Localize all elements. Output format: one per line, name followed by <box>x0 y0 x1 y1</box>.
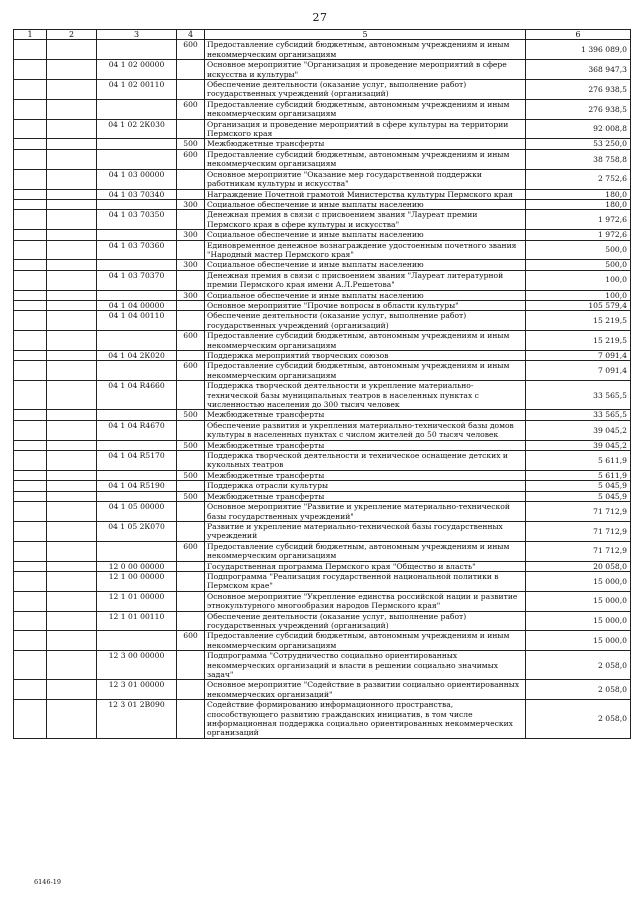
cell-col-2 <box>47 420 97 440</box>
cell-name: Межбюджетные трансферты <box>205 470 526 480</box>
cell-amount: 1 972,6 <box>526 210 631 230</box>
table-row <box>14 119 631 139</box>
cell-col-2 <box>47 410 97 420</box>
cell-target-article <box>97 40 177 60</box>
cell-col-2 <box>47 210 97 230</box>
cell-expense-type <box>177 240 205 260</box>
table-row <box>14 541 631 561</box>
header-col-4: 4 <box>177 30 205 40</box>
table-row <box>14 631 631 651</box>
cell-name: Организация и проведение мероприятий в сфере культуры на территории Пермского края <box>205 119 526 139</box>
cell-expense-type: 500 <box>177 139 205 149</box>
cell-col-1 <box>14 481 47 491</box>
cell-name: Социальное обеспечение и иные выплаты населению <box>205 230 526 240</box>
cell-name: Межбюджетные трансферты <box>205 440 526 450</box>
cell-col-1 <box>14 80 47 100</box>
cell-amount: 15 000,0 <box>526 611 631 631</box>
cell-target-article: 04 1 03 70360 <box>97 240 177 260</box>
cell-expense-type: 300 <box>177 230 205 240</box>
table-row <box>14 199 631 209</box>
cell-name: Основное мероприятие "Укрепление единства российской нации и развитие этнокультурного многообразия народов Пермского края" <box>205 591 526 611</box>
cell-col-1 <box>14 240 47 260</box>
cell-amount: 2 058,0 <box>526 700 631 739</box>
cell-expense-type: 600 <box>177 541 205 561</box>
cell-amount: 20 058,0 <box>526 561 631 571</box>
cell-col-1 <box>14 149 47 169</box>
table-row <box>14 331 631 351</box>
cell-amount: 276 938,5 <box>526 80 631 100</box>
cell-amount: 39 045,2 <box>526 440 631 450</box>
cell-expense-type: 300 <box>177 199 205 209</box>
cell-amount: 5 045,9 <box>526 491 631 501</box>
cell-col-1 <box>14 99 47 119</box>
cell-col-1 <box>14 381 47 410</box>
cell-col-1 <box>14 420 47 440</box>
cell-name: Основное мероприятие "Развитие и укрепление материально-технической базы государственных учреждений" <box>205 502 526 522</box>
cell-col-2 <box>47 40 97 60</box>
table-row <box>14 260 631 270</box>
table-row <box>14 700 631 739</box>
cell-name: Основное мероприятие "Прочие вопросы в области культуры" <box>205 300 526 310</box>
cell-col-2 <box>47 451 97 471</box>
cell-col-2 <box>47 470 97 480</box>
cell-col-2 <box>47 571 97 591</box>
cell-col-2 <box>47 381 97 410</box>
cell-expense-type: 600 <box>177 361 205 381</box>
cell-expense-type <box>177 680 205 700</box>
cell-name: Обеспечение деятельности (оказание услуг, выполнение работ) государственных учреждений (организаций) <box>205 80 526 100</box>
cell-col-1 <box>14 361 47 381</box>
table-row <box>14 420 631 440</box>
cell-col-1 <box>14 591 47 611</box>
cell-col-2 <box>47 311 97 331</box>
cell-target-article <box>97 260 177 270</box>
cell-target-article <box>97 139 177 149</box>
cell-target-article: 12 1 01 00000 <box>97 591 177 611</box>
cell-name: Межбюджетные трансферты <box>205 139 526 149</box>
cell-name: Предоставление субсидий бюджетным, автономным учреждениям и иным некоммерческим организациям <box>205 631 526 651</box>
cell-col-2 <box>47 149 97 169</box>
table-row <box>14 440 631 450</box>
cell-target-article <box>97 199 177 209</box>
cell-amount: 180,0 <box>526 199 631 209</box>
cell-col-2 <box>47 189 97 199</box>
cell-target-article <box>97 440 177 450</box>
cell-name: Предоставление субсидий бюджетным, автономным учреждениям и иным некоммерческим организациям <box>205 40 526 60</box>
cell-col-1 <box>14 290 47 300</box>
cell-col-1 <box>14 470 47 480</box>
cell-amount: 5 611,9 <box>526 470 631 480</box>
table-row <box>14 169 631 189</box>
cell-col-2 <box>47 591 97 611</box>
page-number: 27 <box>312 11 328 24</box>
cell-col-2 <box>47 541 97 561</box>
cell-name: Содействие формированию информационного пространства, способствующего развитию гражданских инициатив, в том числе информационная поддержка социально ориентированных некоммерческих организаций <box>205 700 526 739</box>
cell-name: Единовременное денежное вознаграждение удостоенным почетного звания "Народный мастер Пермского края" <box>205 240 526 260</box>
cell-col-2 <box>47 351 97 361</box>
cell-col-2 <box>47 169 97 189</box>
cell-expense-type <box>177 571 205 591</box>
cell-name: Социальное обеспечение и иные выплаты населению <box>205 199 526 209</box>
cell-target-article: 04 1 03 70370 <box>97 270 177 290</box>
cell-target-article: 04 1 03 70350 <box>97 210 177 230</box>
cell-amount: 15 000,0 <box>526 631 631 651</box>
cell-expense-type <box>177 521 205 541</box>
cell-expense-type <box>177 270 205 290</box>
cell-amount: 500,0 <box>526 240 631 260</box>
budget-table-container <box>13 29 630 739</box>
cell-expense-type <box>177 119 205 139</box>
cell-amount: 5 045,9 <box>526 481 631 491</box>
cell-name: Основное мероприятие "Содействие в развитии социально ориентированных некоммерческих организаций" <box>205 680 526 700</box>
cell-name: Предоставление субсидий бюджетным, автономным учреждениям и иным некоммерческим организациям <box>205 361 526 381</box>
cell-target-article: 12 0 00 00000 <box>97 561 177 571</box>
cell-col-1 <box>14 651 47 680</box>
table-row <box>14 521 631 541</box>
budget-table <box>13 29 631 739</box>
cell-col-1 <box>14 40 47 60</box>
table-row <box>14 189 631 199</box>
cell-col-1 <box>14 561 47 571</box>
cell-col-2 <box>47 521 97 541</box>
cell-target-article <box>97 541 177 561</box>
cell-col-1 <box>14 169 47 189</box>
cell-col-1 <box>14 260 47 270</box>
table-row <box>14 361 631 381</box>
cell-amount: 33 565,5 <box>526 381 631 410</box>
cell-name: Обеспечение деятельности (оказание услуг, выполнение работ) государственных учреждений (организаций) <box>205 611 526 631</box>
cell-expense-type: 300 <box>177 260 205 270</box>
cell-expense-type: 500 <box>177 410 205 420</box>
table-row <box>14 139 631 149</box>
cell-amount: 276 938,5 <box>526 99 631 119</box>
cell-amount: 100,0 <box>526 270 631 290</box>
cell-amount: 71 712,9 <box>526 521 631 541</box>
table-row <box>14 351 631 361</box>
cell-target-article: 04 1 04 00000 <box>97 300 177 310</box>
table-row <box>14 300 631 310</box>
cell-target-article: 12 1 01 00110 <box>97 611 177 631</box>
cell-expense-type <box>177 169 205 189</box>
cell-amount: 1 972,6 <box>526 230 631 240</box>
header-col-2: 2 <box>47 30 97 40</box>
table-row <box>14 410 631 420</box>
cell-target-article <box>97 491 177 501</box>
header-col-1: 1 <box>14 30 47 40</box>
cell-name: Подпрограмма "Реализация государственной национальной политики в Пермском крае" <box>205 571 526 591</box>
cell-expense-type <box>177 591 205 611</box>
cell-expense-type: 600 <box>177 149 205 169</box>
cell-col-1 <box>14 611 47 631</box>
table-row <box>14 481 631 491</box>
cell-col-2 <box>47 260 97 270</box>
cell-expense-type: 600 <box>177 331 205 351</box>
document-code: 6146-19 <box>34 878 62 886</box>
table-row <box>14 60 631 80</box>
table-row <box>14 270 631 290</box>
cell-col-1 <box>14 311 47 331</box>
cell-expense-type <box>177 651 205 680</box>
cell-name: Предоставление субсидий бюджетным, автономным учреждениям и иным некоммерческим организациям <box>205 99 526 119</box>
cell-amount: 5 611,9 <box>526 451 631 471</box>
cell-col-1 <box>14 491 47 501</box>
cell-target-article <box>97 149 177 169</box>
cell-amount: 38 758,8 <box>526 149 631 169</box>
cell-expense-type: 600 <box>177 40 205 60</box>
cell-amount: 2 752,6 <box>526 169 631 189</box>
cell-col-1 <box>14 189 47 199</box>
cell-expense-type <box>177 300 205 310</box>
table-row <box>14 210 631 230</box>
cell-name: Социальное обеспечение и иные выплаты населению <box>205 260 526 270</box>
cell-col-1 <box>14 60 47 80</box>
cell-name: Развитие и укрепление материально-технической базы государственных учреждений <box>205 521 526 541</box>
cell-expense-type <box>177 381 205 410</box>
cell-col-2 <box>47 199 97 209</box>
cell-target-article: 12 3 00 00000 <box>97 651 177 680</box>
table-row <box>14 230 631 240</box>
cell-col-2 <box>47 290 97 300</box>
cell-col-2 <box>47 502 97 522</box>
cell-expense-type: 500 <box>177 491 205 501</box>
cell-name: Подпрограмма "Сотрудничество социально ориентированных некоммерческих организаций и власти в решении социально значимых задач" <box>205 651 526 680</box>
table-row <box>14 611 631 631</box>
table-row <box>14 561 631 571</box>
cell-col-1 <box>14 199 47 209</box>
cell-target-article: 12 3 01 00000 <box>97 680 177 700</box>
cell-expense-type <box>177 561 205 571</box>
cell-name: Поддержка творческой деятельности и техническое оснащение детских и кукольных театров <box>205 451 526 471</box>
cell-name: Межбюджетные трансферты <box>205 491 526 501</box>
cell-col-1 <box>14 351 47 361</box>
cell-name: Государственная программа Пермского края "Общество и власть" <box>205 561 526 571</box>
table-row <box>14 40 631 60</box>
cell-col-2 <box>47 60 97 80</box>
table-row <box>14 290 631 300</box>
cell-target-article: 04 1 04 00110 <box>97 311 177 331</box>
table-row <box>14 680 631 700</box>
header-col-5: 5 <box>205 30 526 40</box>
cell-name: Поддержка творческой деятельности и укрепление материально-технической базы муниципальных театров в населенных пунктах с численностью населения до 300 тысяч человек <box>205 381 526 410</box>
cell-expense-type <box>177 80 205 100</box>
cell-amount: 7 091,4 <box>526 351 631 361</box>
cell-col-1 <box>14 541 47 561</box>
cell-target-article <box>97 290 177 300</box>
cell-expense-type: 600 <box>177 99 205 119</box>
cell-expense-type <box>177 481 205 491</box>
cell-name: Обеспечение развития и укрепления материально-технической базы домов культуры в населенных пунктах с числом жителей до 50 тысяч человек <box>205 420 526 440</box>
cell-name: Предоставление субсидий бюджетным, автономным учреждениям и иным некоммерческим организациям <box>205 149 526 169</box>
cell-expense-type: 500 <box>177 470 205 480</box>
cell-name: Награждение Почетной грамотой Министерства культуры Пермского края <box>205 189 526 199</box>
cell-amount: 15 219,5 <box>526 311 631 331</box>
cell-target-article: 04 1 02 00110 <box>97 80 177 100</box>
cell-col-2 <box>47 240 97 260</box>
cell-target-article: 04 1 03 70340 <box>97 189 177 199</box>
cell-expense-type <box>177 700 205 739</box>
cell-amount: 53 250,0 <box>526 139 631 149</box>
cell-target-article <box>97 99 177 119</box>
cell-amount: 7 091,4 <box>526 361 631 381</box>
cell-target-article: 04 1 04 R4660 <box>97 381 177 410</box>
cell-amount: 39 045,2 <box>526 420 631 440</box>
cell-target-article <box>97 410 177 420</box>
cell-expense-type <box>177 210 205 230</box>
table-row <box>14 311 631 331</box>
cell-amount: 2 058,0 <box>526 680 631 700</box>
cell-amount: 33 565,5 <box>526 410 631 420</box>
cell-name: Обеспечение деятельности (оказание услуг, выполнение работ) государственных учреждений (организаций) <box>205 311 526 331</box>
cell-target-article: 04 1 03 00000 <box>97 169 177 189</box>
cell-amount: 15 000,0 <box>526 591 631 611</box>
table-row <box>14 80 631 100</box>
cell-target-article: 04 1 04 2К020 <box>97 351 177 361</box>
cell-col-1 <box>14 521 47 541</box>
table-row <box>14 470 631 480</box>
table-row <box>14 571 631 591</box>
cell-target-article <box>97 331 177 351</box>
cell-target-article <box>97 230 177 240</box>
cell-target-article: 04 1 02 00000 <box>97 60 177 80</box>
cell-col-2 <box>47 270 97 290</box>
cell-col-1 <box>14 331 47 351</box>
cell-name: Денежная премия в связи с присвоением звания "Лауреат премии Пермского края в сфере культуры и искусства" <box>205 210 526 230</box>
table-row <box>14 240 631 260</box>
cell-col-2 <box>47 230 97 240</box>
cell-amount: 15 219,5 <box>526 331 631 351</box>
cell-target-article: 04 1 05 00000 <box>97 502 177 522</box>
cell-expense-type <box>177 451 205 471</box>
table-row <box>14 591 631 611</box>
cell-target-article: 12 3 01 2В090 <box>97 700 177 739</box>
cell-target-article: 12 1 00 00000 <box>97 571 177 591</box>
cell-name: Предоставление субсидий бюджетным, автономным учреждениям и иным некоммерческим организациям <box>205 331 526 351</box>
cell-target-article <box>97 361 177 381</box>
cell-col-1 <box>14 210 47 230</box>
cell-expense-type <box>177 189 205 199</box>
cell-name: Предоставление субсидий бюджетным, автономным учреждениям и иным некоммерческим организациям <box>205 541 526 561</box>
cell-expense-type <box>177 611 205 631</box>
cell-col-1 <box>14 680 47 700</box>
cell-col-2 <box>47 631 97 651</box>
cell-col-1 <box>14 571 47 591</box>
header-col-3: 3 <box>97 30 177 40</box>
cell-col-2 <box>47 361 97 381</box>
cell-col-2 <box>47 481 97 491</box>
cell-expense-type <box>177 502 205 522</box>
cell-name: Денежная премия в связи с присвоением звания "Лауреат литературной премии Пермского края имени А.Л.Решетова" <box>205 270 526 290</box>
table-row <box>14 99 631 119</box>
cell-name: Основное мероприятие "Организация и проведение мероприятий в сфере искусства и культуры" <box>205 60 526 80</box>
cell-col-1 <box>14 139 47 149</box>
cell-col-1 <box>14 410 47 420</box>
cell-amount: 105 579,4 <box>526 300 631 310</box>
cell-target-article: 04 1 05 2К070 <box>97 521 177 541</box>
cell-col-1 <box>14 300 47 310</box>
cell-amount: 71 712,9 <box>526 541 631 561</box>
cell-amount: 2 058,0 <box>526 651 631 680</box>
cell-col-2 <box>47 119 97 139</box>
table-row <box>14 491 631 501</box>
cell-expense-type: 500 <box>177 440 205 450</box>
cell-target-article: 04 1 04 R5170 <box>97 451 177 471</box>
table-row <box>14 502 631 522</box>
cell-name: Основное мероприятие "Оказание мер государственной поддержки работникам культуры и искусства" <box>205 169 526 189</box>
table-header <box>14 30 631 40</box>
cell-col-2 <box>47 440 97 450</box>
table-body <box>14 40 631 738</box>
cell-expense-type <box>177 311 205 331</box>
cell-col-1 <box>14 270 47 290</box>
cell-amount: 92 008,8 <box>526 119 631 139</box>
cell-amount: 1 396 089,0 <box>526 40 631 60</box>
cell-name: Межбюджетные трансферты <box>205 410 526 420</box>
cell-col-2 <box>47 80 97 100</box>
cell-amount: 500,0 <box>526 260 631 270</box>
cell-col-1 <box>14 230 47 240</box>
cell-target-article: 04 1 02 2К030 <box>97 119 177 139</box>
header-row <box>14 30 631 40</box>
cell-col-2 <box>47 611 97 631</box>
cell-expense-type: 600 <box>177 631 205 651</box>
cell-col-1 <box>14 502 47 522</box>
cell-col-1 <box>14 440 47 450</box>
cell-expense-type: 300 <box>177 290 205 300</box>
cell-name: Социальное обеспечение и иные выплаты населению <box>205 290 526 300</box>
header-col-6: 6 <box>526 30 631 40</box>
table-row <box>14 651 631 680</box>
cell-name: Поддержка мероприятий творческих союзов <box>205 351 526 361</box>
cell-col-2 <box>47 331 97 351</box>
cell-target-article <box>97 470 177 480</box>
table-row <box>14 149 631 169</box>
cell-amount: 15 000,0 <box>526 571 631 591</box>
cell-col-1 <box>14 700 47 739</box>
cell-col-2 <box>47 99 97 119</box>
cell-col-1 <box>14 119 47 139</box>
cell-col-2 <box>47 680 97 700</box>
cell-amount: 368 947,3 <box>526 60 631 80</box>
cell-amount: 180,0 <box>526 189 631 199</box>
cell-target-article: 04 1 04 R4670 <box>97 420 177 440</box>
cell-col-2 <box>47 700 97 739</box>
cell-col-1 <box>14 631 47 651</box>
cell-expense-type <box>177 351 205 361</box>
cell-amount: 71 712,9 <box>526 502 631 522</box>
cell-col-2 <box>47 651 97 680</box>
cell-col-2 <box>47 491 97 501</box>
cell-expense-type <box>177 420 205 440</box>
cell-target-article <box>97 631 177 651</box>
cell-expense-type <box>177 60 205 80</box>
cell-amount: 100,0 <box>526 290 631 300</box>
cell-col-2 <box>47 561 97 571</box>
cell-col-2 <box>47 139 97 149</box>
table-row <box>14 451 631 471</box>
table-row <box>14 381 631 410</box>
cell-col-1 <box>14 451 47 471</box>
cell-name: Поддержка отрасли культуры <box>205 481 526 491</box>
cell-target-article: 04 1 04 R5190 <box>97 481 177 491</box>
cell-col-2 <box>47 300 97 310</box>
